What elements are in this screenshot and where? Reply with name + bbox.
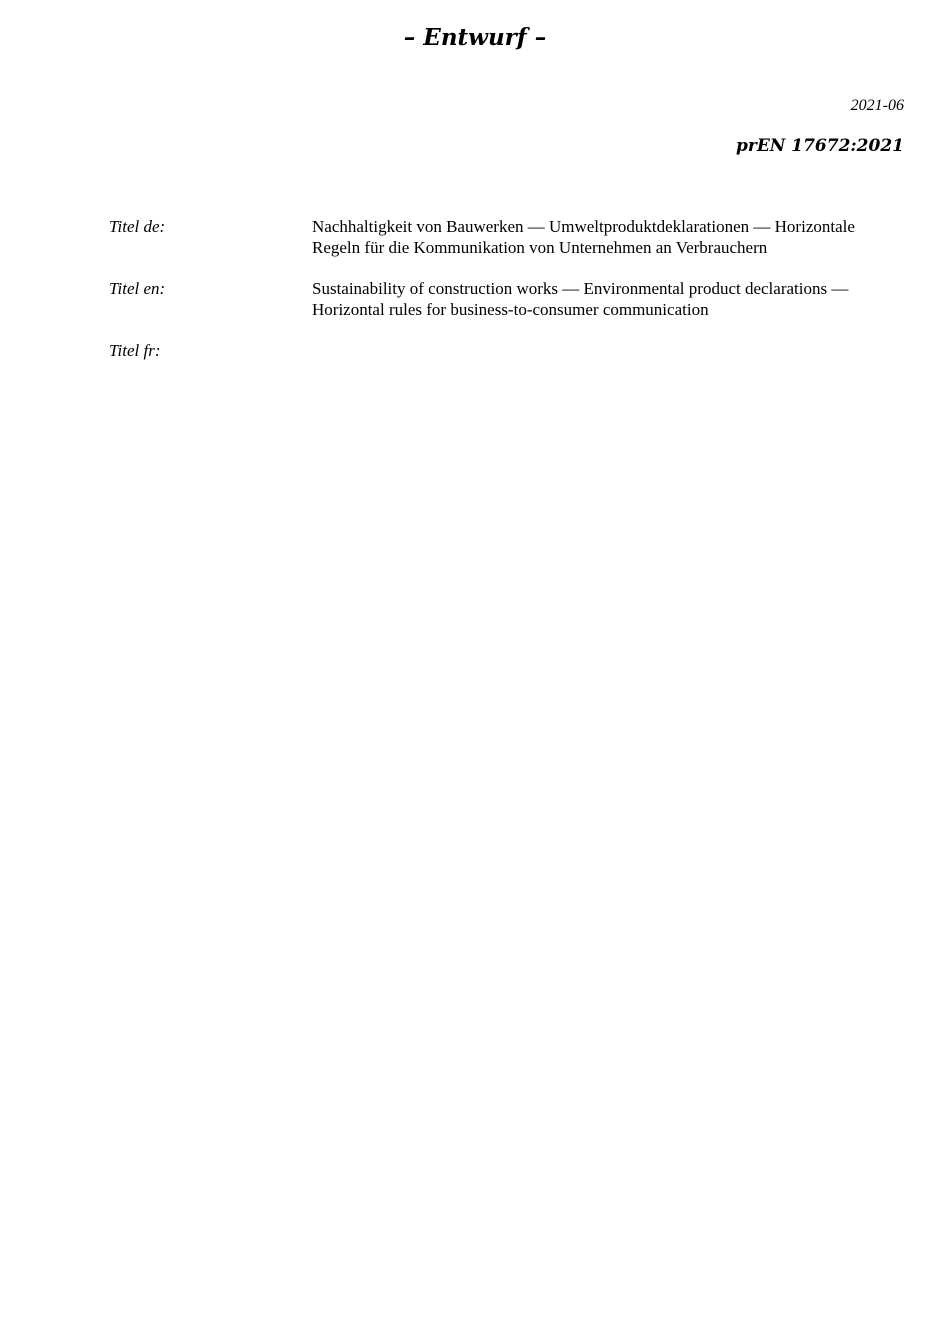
draft-heading: – Entwurf –: [403, 24, 547, 51]
title-label-fr: Titel fr:: [109, 341, 161, 360]
title-row-fr: [109, 340, 909, 361]
title-label-de: Titel de:: [109, 217, 166, 236]
title-text-fr: [312, 340, 902, 361]
title-text-de: Nachhaltigkeit von Bauwerken — Umweltproduktdeklarationen — Horizontale Regeln für die Kommunikation von Unternehmen an Verbrauchern: [312, 217, 855, 257]
document-date: 2021-06: [850, 97, 904, 114]
title-text-en: Sustainability of construction works — Environmental product declarations — Horizontal rules for business-to-consumer communication: [312, 279, 849, 319]
title-row-de: [109, 216, 909, 258]
title-row-en: [109, 278, 909, 320]
titles-block: [109, 216, 909, 381]
title-label-en: Titel en:: [109, 279, 166, 298]
document-number: prEN 17672:2021: [736, 136, 904, 156]
